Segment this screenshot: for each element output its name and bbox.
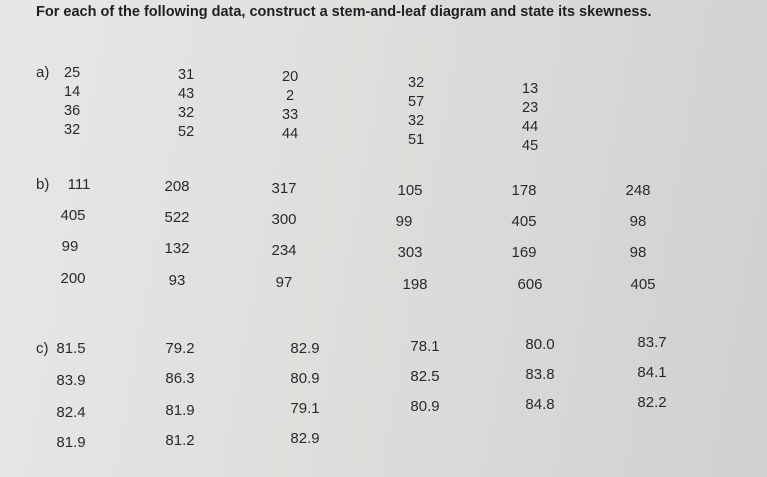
- data-value: 132: [164, 240, 190, 257]
- data-value: 44: [282, 126, 299, 142]
- data-value: 80.9: [290, 370, 320, 387]
- data-value: 32: [408, 113, 425, 129]
- data-value: 36: [64, 103, 81, 119]
- data-value: 83.9: [56, 372, 86, 389]
- data-value: 32: [408, 75, 425, 91]
- data-value: 79.2: [165, 340, 195, 357]
- data-value: 57: [408, 94, 425, 110]
- data-value: 97: [275, 274, 293, 291]
- data-value: 111: [67, 176, 91, 193]
- data-value: 198: [402, 276, 428, 293]
- data-value: 405: [511, 213, 537, 230]
- part-a-column-1: [64, 64, 80, 140]
- data-value: 84.1: [637, 364, 667, 381]
- data-value: 522: [164, 209, 190, 226]
- data-value: 32: [178, 105, 195, 121]
- data-value: 208: [164, 178, 190, 195]
- data-value: 13: [522, 81, 539, 97]
- data-value: 82.9: [290, 340, 320, 357]
- data-value: 200: [60, 270, 86, 287]
- data-value: 303: [397, 244, 423, 261]
- data-value: 81.9: [56, 434, 86, 451]
- data-value: 81.2: [165, 432, 195, 449]
- instruction-text: For each of the following data, construct a stem-and-leaf diagram and state its skewness.: [36, 4, 652, 20]
- data-value: 606: [517, 276, 543, 293]
- data-value: 81.5: [56, 340, 86, 357]
- data-value: 33: [282, 107, 299, 123]
- data-value: 25: [64, 65, 81, 81]
- part-a-column-4: [408, 74, 424, 150]
- data-value: 43: [178, 86, 195, 102]
- data-value: 52: [178, 124, 195, 140]
- data-value: 78.1: [410, 338, 440, 355]
- data-value: 82.9: [290, 430, 320, 447]
- data-value: 23: [522, 100, 539, 116]
- data-value: 84.8: [525, 396, 555, 413]
- data-value: 405: [60, 207, 86, 224]
- data-value: 81.9: [165, 402, 195, 419]
- data-value: 93: [168, 272, 186, 289]
- data-value: 234: [271, 242, 297, 259]
- data-value: 45: [522, 138, 539, 154]
- data-value: 44: [522, 119, 539, 135]
- data-value: 169: [511, 244, 537, 261]
- data-value: 300: [271, 211, 297, 228]
- data-value: 20: [282, 69, 299, 85]
- part-c-label: c): [36, 340, 49, 357]
- part-a-column-2: [178, 66, 194, 142]
- data-value: 82.2: [637, 394, 667, 411]
- data-value: 317: [271, 180, 297, 197]
- data-value: 80.0: [525, 336, 555, 353]
- data-value: 98: [629, 244, 647, 261]
- part-a-label: a): [36, 64, 50, 81]
- data-value: 248: [625, 182, 651, 199]
- data-value: 80.9: [410, 398, 440, 415]
- part-a-column-5: [522, 80, 538, 156]
- part-b-label: b): [36, 176, 50, 193]
- data-value: 31: [178, 67, 195, 83]
- part-a-column-3: [282, 68, 298, 144]
- data-value: 99: [61, 238, 79, 255]
- data-value: 405: [630, 276, 656, 293]
- data-value: 32: [64, 122, 81, 138]
- data-value: 83.7: [637, 334, 667, 351]
- data-value: 2: [286, 88, 295, 104]
- data-value: 14: [64, 84, 81, 100]
- data-value: 82.5: [410, 368, 440, 385]
- data-value: 98: [629, 213, 647, 230]
- data-value: 99: [395, 213, 413, 230]
- data-value: 178: [511, 182, 537, 199]
- data-value: 86.3: [165, 370, 195, 387]
- data-value: 105: [397, 182, 423, 199]
- data-value: 83.8: [525, 366, 555, 383]
- data-value: 82.4: [56, 404, 86, 421]
- data-value: 79.1: [290, 400, 320, 417]
- data-value: 51: [408, 132, 425, 148]
